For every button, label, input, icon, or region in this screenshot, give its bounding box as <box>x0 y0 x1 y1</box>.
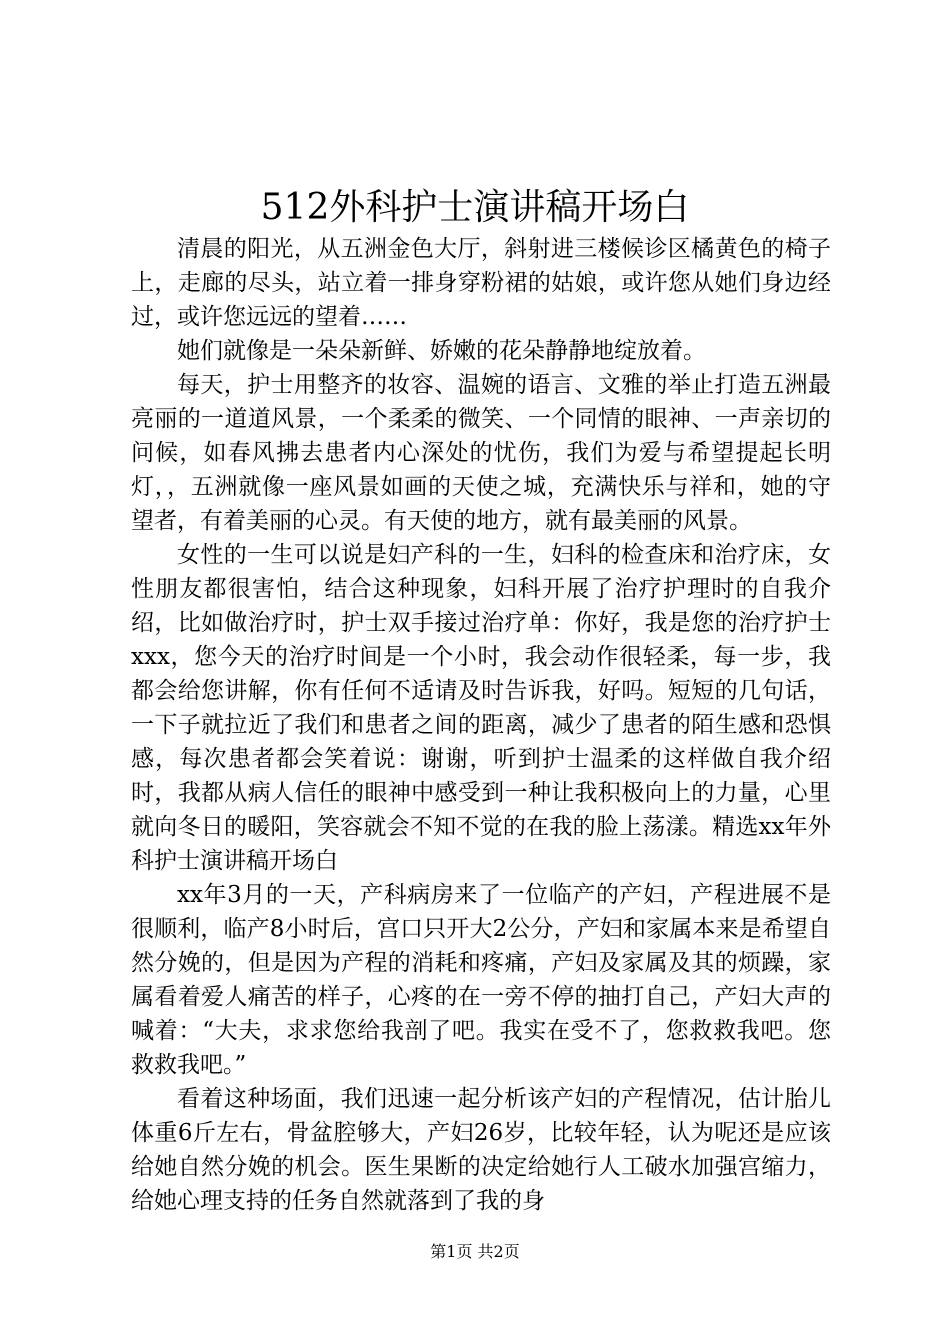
paragraph: 每天，护士用整齐的妆容、温婉的语言、文雅的举止打造五洲最亮丽的一道道风景，一个柔柔的微笑、一个同情的眼神、一声亲切的问候，如春风拂去患者内心深处的忧伤，我们为爱与希望提起长明灯，，五洲就像一座风景如画的天使之城，充满快乐与祥和，她的守望者，有着美丽的心灵。有天使的地方，就有最美丽的风景。 <box>131 372 831 534</box>
paragraph: 清晨的阳光，从五洲金色大厅，斜射进三楼候诊区橘黄色的椅子上，走廊的尽头，站立着一排身穿粉裙的姑娘，或许您从她们身边经过，或许您远远的望着…… <box>131 236 831 330</box>
paragraph: xx年3月的一天，产科病房来了一位临产的产妇，产程进展不是很顺利，临产8小时后，宫口只开大2公分，产妇和家属本来是希望自然分娩的，但是因为产程的消耗和疼痛，产妇及家属及其的烦躁，家属看着爱人痛苦的样子，心疼的在一旁不停的抽打自己，产妇大声的喊着：“大夫，求求您给我剖了吧。我实在受不了，您救救我吧。您救救我吧。” <box>131 882 831 1078</box>
document-body <box>131 232 831 1218</box>
document-title: 512外科护士演讲稿开场白 <box>260 187 690 228</box>
paragraph: 看着这种场面，我们迅速一起分析该产妇的产程情况，估计胎儿体重6斤左右，骨盆腔够大，产妇26岁，比较年轻，认为呢还是应该给她自然分娩的机会。医生果断的决定给她行人工破水加强宫缩力，给她心理支持的任务自然就落到了我的身 <box>131 1086 831 1214</box>
paragraph: 女性的一生可以说是妇产科的一生，妇科的检查床和治疗床，女性朋友都很害怕，结合这种现象，妇科开展了治疗护理时的自我介绍，比如做治疗时，护士双手接过治疗单：你好，我是您的治疗护士xxx，您今天的治疗时间是一个小时，我会动作很轻柔，每一步，我都会给您讲解，你有任何不适请及时告诉我，好吗。短短的几句话，一下子就拉近了我们和患者之间的距离，减少了患者的陌生感和恐惧感，每次患者都会笑着说：谢谢，听到护士温柔的这样做自我介绍时，我都从病人信任的眼神中感受到一种让我积极向上的力量，心里就向冬日的暖阳，笑容就会不知不觉的在我的脸上荡漾。精选xx年外科护士演讲稿开场白 <box>131 542 831 874</box>
page-footer: 第1页 共2页 <box>430 1242 520 1261</box>
paragraph: 她们就像是一朵朵新鲜、娇嫩的花朵静静地绽放着。 <box>177 338 706 364</box>
